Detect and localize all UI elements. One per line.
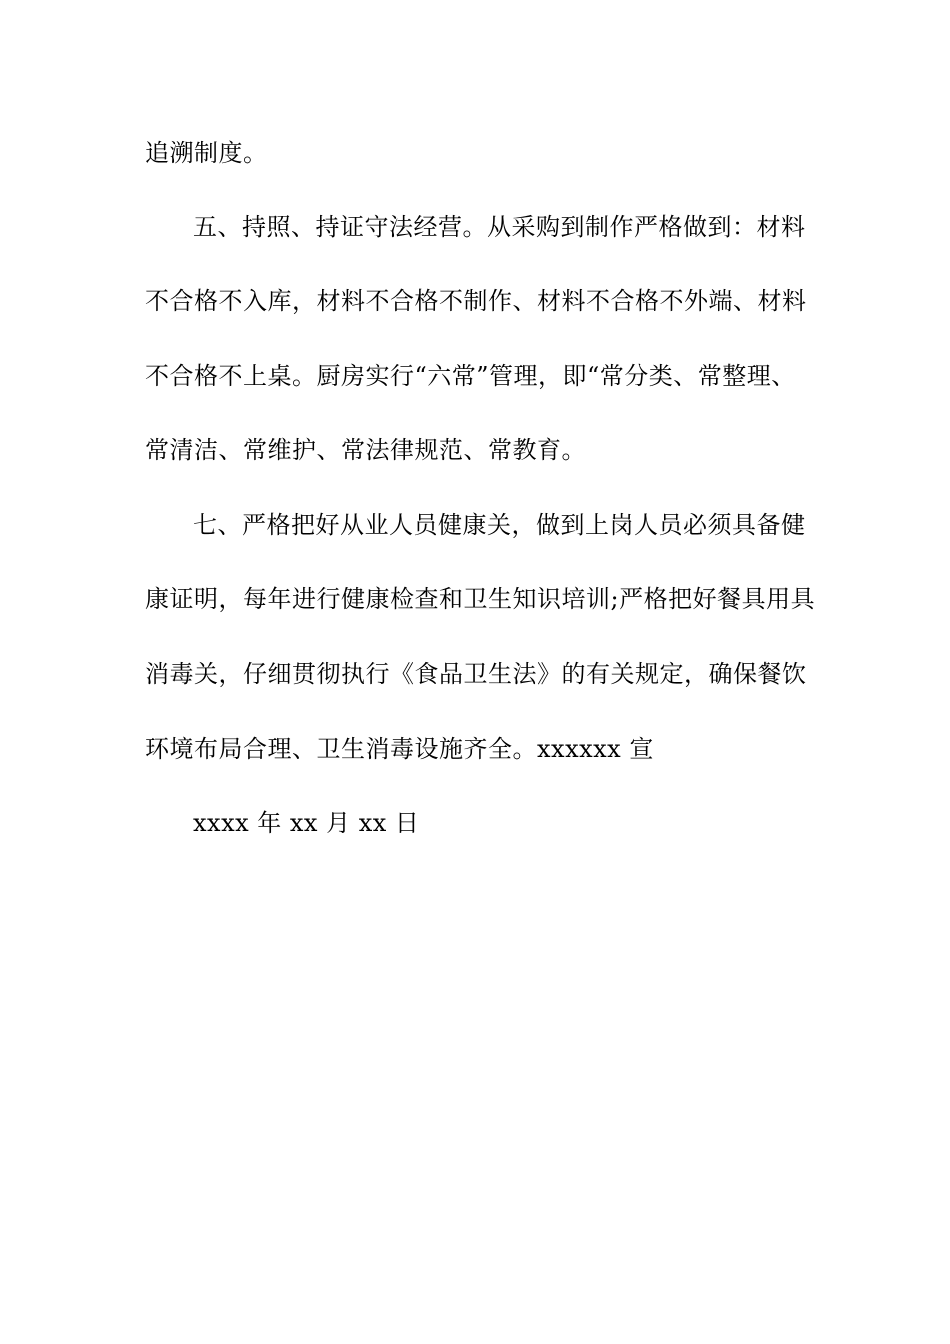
paragraph-five-line-2: 不合格不入库，材料不合格不制作、材料不合格不外端、材料 (145, 287, 807, 315)
paragraph-five-line-3: 不合格不上桌。厨房实行“六常”管理，即“常分类、常整理、 (145, 362, 796, 390)
paragraph-five-line-4: 常清洁、常维护、常法律规范、常教育。 (145, 436, 586, 464)
date-line: xxxx 年 xx 月 xx 日 (193, 809, 420, 837)
paragraph-seven-line-1: 七、严格把好从业人员健康关，做到上岗人员必须具备健 (193, 511, 806, 539)
paragraph-seven-line-3: 消毒关，仔细贯彻执行《食品卫生法》的有关规定，确保餐饮 (145, 660, 807, 688)
paragraph-five-line-1: 五、持照、持证守法经营。从采购到制作严格做到：材料 (193, 213, 806, 241)
paragraph-seven-line-4: 环境布局合理、卫生消毒设施齐全。xxxxxx 宣 (145, 735, 654, 763)
paragraph-seven-line-2: 康证明，每年进行健康检查和卫生知识培训;严格把好餐具用具 (145, 585, 816, 613)
text-line-1: 追溯制度。 (145, 139, 268, 167)
